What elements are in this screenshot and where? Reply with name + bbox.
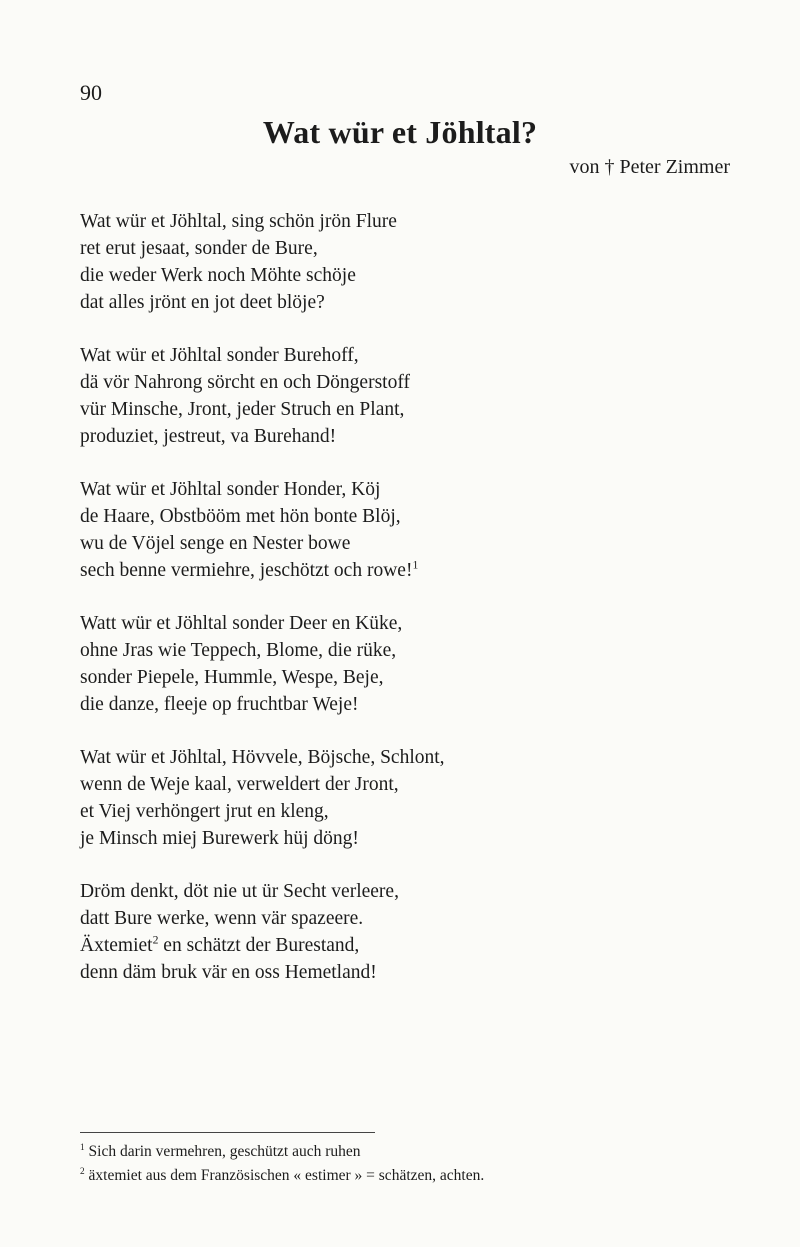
poem-line-head: Äxtemiet [80, 935, 153, 956]
poem-line: die danze, fleeje op fruchtbar Weje! [80, 694, 359, 715]
poem-author: von † Peter Zimmer [569, 156, 730, 178]
poem-line: produziet, jestreut, va Burehand! [80, 426, 337, 447]
poem-line: Dröm denkt, döt nie ut ür Secht verleere, [80, 881, 399, 902]
poem-line: Wat wür et Jöhltal sonder Burehoff, [80, 345, 359, 366]
footnote-text: äxtemiet aus dem Französischen « estimer » = schätzen, achten. [84, 1167, 485, 1184]
poem-line: sonder Piepele, Hummle, Wespe, Beje, [80, 667, 384, 688]
poem-line: dat alles jrönt en jot deet blöje? [80, 292, 325, 313]
poem-line: je Minsch miej Burewerk hüj döng! [80, 828, 359, 849]
poem-line: Wat wür et Jöhltal sonder Honder, Köj [80, 479, 381, 500]
footnote-marker: 1 [412, 558, 419, 572]
poem-line: et Viej verhöngert jrut en kleng, [80, 801, 329, 822]
poem-line: dä vör Nahrong sörcht en och Döngerstoff [80, 372, 410, 393]
poem-line-text: sech benne vermiehre, jeschötzt och rowe! [80, 560, 413, 581]
poem-line [80, 932, 740, 959]
poem-line: wu de Vöjel senge en Nester bowe [80, 533, 351, 554]
stanza-2 [80, 342, 740, 450]
poem-line: denn däm bruk vär en oss Hemetland! [80, 962, 377, 983]
footnote [80, 1140, 484, 1164]
footnote [80, 1164, 484, 1188]
poem-title: Wat wür et Jöhltal? [262, 114, 538, 150]
poem-line-tail: en schätzt der Burestand, [158, 935, 360, 956]
footnote-divider [80, 1132, 375, 1133]
poem-line [80, 557, 740, 584]
stanza-4 [80, 610, 740, 718]
poem-line: Wat wür et Jöhltal, sing schön jrön Flure [80, 211, 397, 232]
stanza-5 [80, 744, 740, 852]
poem-line: de Haare, Obstbööm met hön bonte Blöj, [80, 506, 401, 527]
poem-body [80, 208, 740, 1012]
page-number: 90 [80, 80, 102, 105]
footnote-text: Sich darin vermehren, geschützt auch ruhen [84, 1143, 361, 1160]
poem-line: datt Bure werke, wenn vär spazeere. [80, 908, 364, 929]
poem-line: vür Minsche, Jront, jeder Struch en Plant, [80, 399, 405, 420]
poem-line: ret erut jesaat, sonder de Bure, [80, 238, 318, 259]
footnote-number: 1 [80, 1142, 85, 1153]
poem-line: die weder Werk noch Möhte schöje [80, 265, 356, 286]
footnote-marker: 2 [152, 933, 159, 947]
stanza-1 [80, 208, 740, 316]
poem-line: Wat wür et Jöhltal, Hövvele, Böjsche, Schlont, [80, 747, 445, 768]
poem-line: Watt wür et Jöhltal sonder Deer en Küke, [80, 613, 403, 634]
footnotes [80, 1140, 484, 1188]
stanza-3 [80, 476, 740, 584]
poem-line: ohne Jras wie Teppech, Blome, die rüke, [80, 640, 397, 661]
footnote-number: 2 [80, 1166, 85, 1177]
poem-line: wenn de Weje kaal, verweldert der Jront, [80, 774, 399, 795]
stanza-6 [80, 878, 740, 986]
